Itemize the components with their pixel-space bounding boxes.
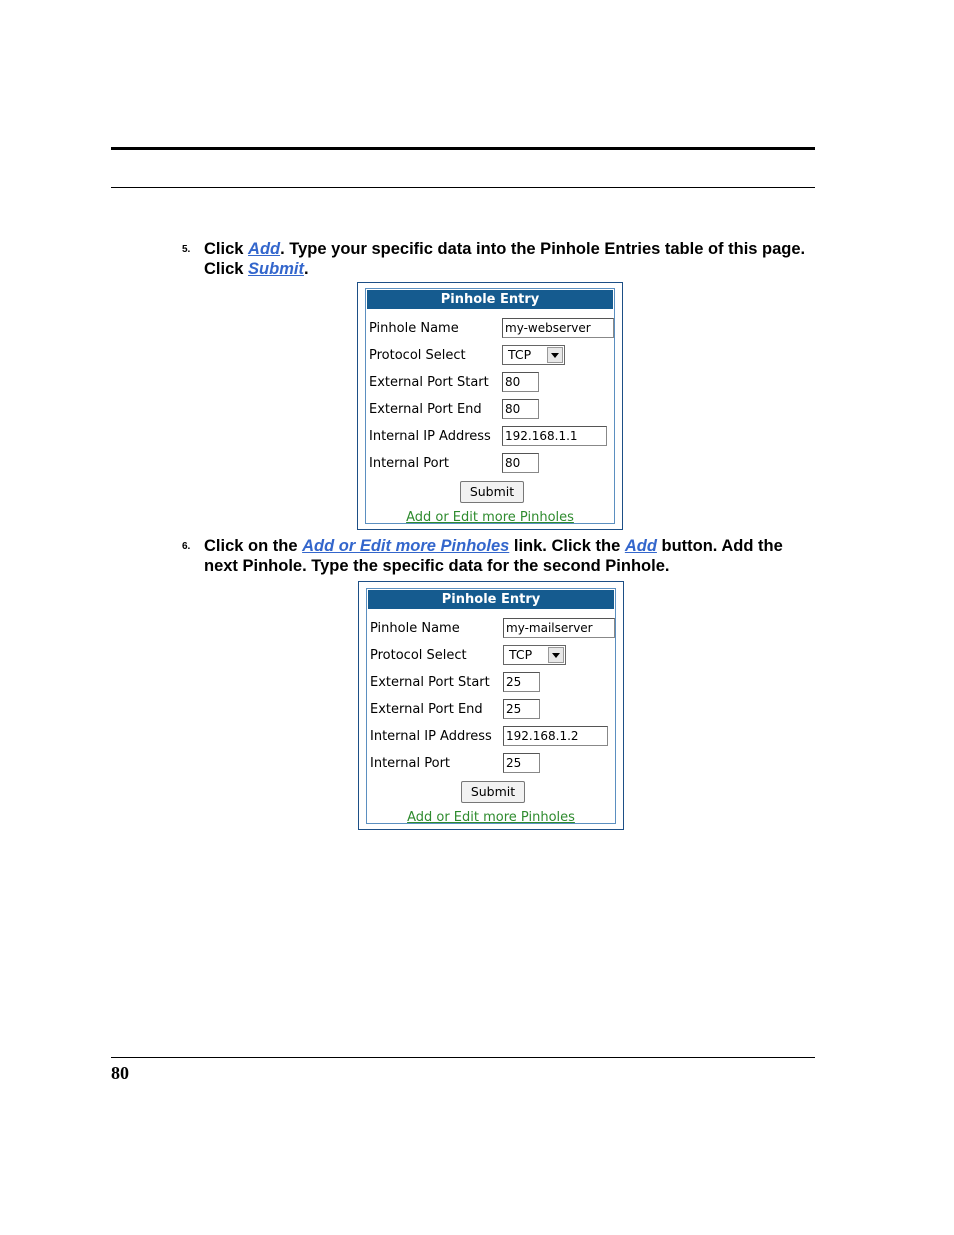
internal-ip-label: Internal IP Address (370, 729, 492, 744)
pinhole-entry-form-2 (358, 581, 624, 830)
dropdown-arrow-icon[interactable] (547, 347, 563, 363)
protocol-select-label: Protocol Select (369, 348, 466, 363)
external-port-start-input[interactable]: 80 (502, 372, 539, 392)
internal-ip-input[interactable]: 192.168.1.2 (503, 726, 608, 746)
step-5-text-mid: . Type your specific data into the Pinhole Entries table of this page. Click (204, 240, 806, 278)
pinhole-entry-form-1 (357, 282, 623, 530)
step-5-text-after: . (303, 260, 309, 278)
add-edit-pinholes-link[interactable]: Add or Edit more Pinholes (406, 510, 574, 525)
protocol-select-value: TCP (508, 347, 532, 362)
pinhole-name-label: Pinhole Name (370, 621, 460, 636)
external-port-end-input[interactable]: 25 (503, 699, 540, 719)
form-title: Pinhole Entry (367, 290, 613, 309)
step-6-number: 6. (182, 541, 191, 552)
header-rule-thin (111, 187, 815, 188)
pinhole-entry-frame-1 (365, 288, 615, 524)
protocol-select[interactable] (503, 645, 566, 665)
step-6-text-mid: link. Click the (509, 537, 625, 555)
internal-port-input[interactable]: 80 (502, 453, 539, 473)
submit-button[interactable]: Submit (460, 481, 524, 503)
protocol-select[interactable] (502, 345, 565, 365)
external-port-end-label: External Port End (370, 702, 483, 717)
form-title: Pinhole Entry (368, 590, 614, 609)
internal-port-label: Internal Port (370, 756, 451, 771)
step-6-text (204, 536, 804, 576)
pinhole-entry-frame-2 (366, 588, 616, 824)
protocol-select-label: Protocol Select (370, 648, 467, 663)
add-button-link[interactable]: Add (624, 537, 657, 555)
dropdown-arrow-icon[interactable] (548, 647, 564, 663)
add-edit-pinholes-text-link[interactable]: Add or Edit more Pinholes (302, 537, 510, 555)
step-6-text-before: Click on the (204, 537, 303, 555)
submit-button[interactable]: Submit (461, 781, 525, 803)
external-port-end-input[interactable]: 80 (502, 399, 539, 419)
step-5-text-before: Click (204, 240, 249, 258)
external-port-start-label: External Port Start (369, 375, 489, 390)
internal-ip-input[interactable]: 192.168.1.1 (502, 426, 607, 446)
protocol-select-value: TCP (509, 647, 533, 662)
footer-rule (111, 1057, 815, 1058)
external-port-start-label: External Port Start (370, 675, 490, 690)
external-port-end-label: External Port End (369, 402, 482, 417)
internal-port-input[interactable]: 25 (503, 753, 540, 773)
external-port-start-input[interactable]: 25 (503, 672, 540, 692)
add-edit-pinholes-link[interactable]: Add or Edit more Pinholes (407, 810, 575, 825)
pinhole-name-input[interactable]: my-mailserver (503, 618, 615, 638)
page-number: 80 (111, 1063, 129, 1083)
submit-link[interactable]: Submit (248, 260, 304, 278)
pinhole-name-input[interactable]: my-webserver (502, 318, 614, 338)
pinhole-name-label: Pinhole Name (369, 321, 459, 336)
add-link[interactable]: Add (248, 240, 281, 258)
step-5-text (204, 239, 824, 279)
step-5-number: 5. (182, 244, 191, 255)
step-6-text-after: button. Add the next Pinhole. Type the specific data for the second Pinhole. (204, 537, 783, 575)
internal-ip-label: Internal IP Address (369, 429, 491, 444)
header-rule-thick (111, 147, 815, 150)
internal-port-label: Internal Port (369, 456, 450, 471)
